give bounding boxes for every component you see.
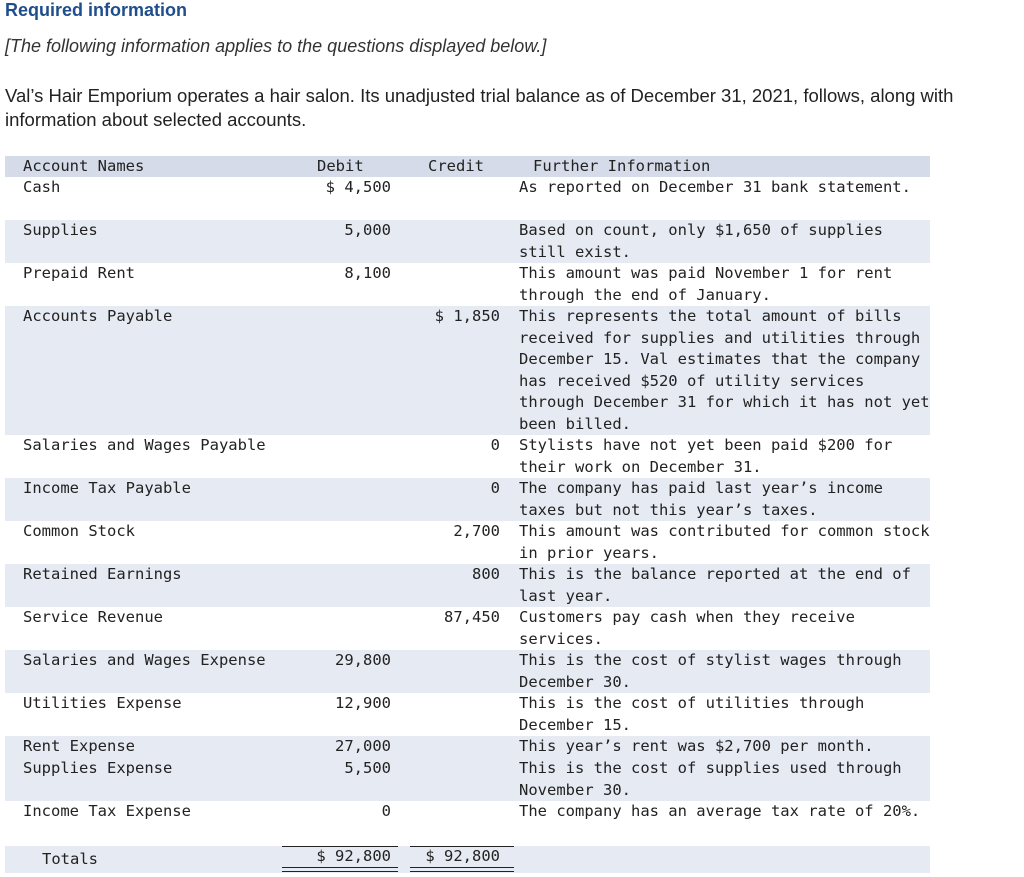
debit-double-underline [282, 867, 398, 872]
further-information: The company has an average tax rate of 20%. [519, 802, 921, 820]
further-information: This amount was paid November 1 for rent through the end of January. [519, 264, 893, 304]
further-information: The company has paid last year’s income taxes but not this year’s taxes. [519, 479, 883, 519]
table-row [5, 564, 930, 607]
table-row [5, 801, 930, 844]
account-name: Salaries and Wages Expense [23, 651, 266, 669]
account-name: Retained Earnings [23, 565, 182, 583]
table-header-row [5, 156, 930, 177]
table-row [5, 435, 930, 478]
account-name: Supplies [23, 221, 98, 239]
further-information: Based on count, only $1,650 of supplies still exist. [519, 221, 883, 261]
totals-label: Totals [42, 850, 98, 868]
table-row [5, 607, 930, 650]
problem-description: Val’s Hair Emporium operates a hair salon. Its unadjusted trial balance as of December 31, 2021, follows, along with information about selected accounts. [5, 85, 954, 130]
header-account-names: Account Names [23, 157, 145, 175]
debit-total-rule [282, 846, 398, 847]
debit-amount: $ 4,500 [325, 178, 391, 196]
table-row [5, 263, 930, 306]
total-credit: $ 92,800 [425, 847, 500, 865]
further-information: This is the balance reported at the end of last year. [519, 565, 911, 605]
header-further-information: Further Information [533, 157, 711, 175]
further-information: Stylists have not yet been paid $200 for their work on December 31. [519, 436, 893, 476]
account-name: Utilities Expense [23, 694, 182, 712]
account-name: Supplies Expense [23, 759, 173, 777]
credit-amount: 0 [490, 479, 500, 497]
account-name: Cash [23, 178, 61, 196]
credit-amount: 2,700 [453, 522, 500, 540]
further-information: This year’s rent was $2,700 per month. [519, 737, 874, 755]
credit-amount: 87,450 [444, 608, 500, 626]
account-name: Income Tax Expense [23, 802, 191, 820]
account-name: Salaries and Wages Payable [23, 436, 266, 454]
account-name: Rent Expense [23, 737, 135, 755]
account-name: Common Stock [23, 522, 135, 540]
credit-amount: 800 [472, 565, 500, 583]
total-debit: $ 92,800 [316, 847, 391, 865]
debit-amount: 27,000 [335, 737, 391, 755]
table-row [5, 306, 930, 435]
credit-amount: $ 1,850 [434, 307, 500, 325]
debit-amount: 12,900 [335, 694, 391, 712]
header-credit: Credit [428, 157, 484, 175]
table-row [5, 693, 930, 736]
credit-amount: 0 [490, 436, 500, 454]
table-row [5, 177, 930, 220]
debit-amount: 29,800 [335, 651, 391, 669]
table-row [5, 758, 930, 801]
further-information: This amount was contributed for common stock in prior years. [519, 522, 930, 562]
required-information-title: Required information [5, 0, 188, 20]
instruction-note: [The following information applies to the questions displayed below.] [5, 36, 547, 56]
account-name: Accounts Payable [23, 307, 173, 325]
table-row [5, 220, 930, 263]
table-row [5, 478, 930, 521]
debit-amount: 5,000 [344, 221, 391, 239]
debit-amount: 5,500 [344, 759, 391, 777]
table-row [5, 650, 930, 693]
further-information: Customers pay cash when they receive services. [519, 608, 855, 648]
further-information: This is the cost of stylist wages through December 30. [519, 651, 902, 691]
account-name: Service Revenue [23, 608, 163, 626]
further-information: As reported on December 31 bank statement. [519, 178, 911, 196]
further-information: This is the cost of utilities through December 15. [519, 694, 865, 734]
table-row [5, 736, 930, 758]
credit-double-underline [410, 867, 514, 872]
credit-total-rule [410, 846, 514, 847]
debit-amount: 0 [381, 802, 391, 820]
account-name: Prepaid Rent [23, 264, 135, 282]
account-name: Income Tax Payable [23, 479, 191, 497]
further-information: This represents the total amount of bills received for supplies and utilities through December 15. Val estimates that the company has received $520 of utility services through December 31 for which it has not yet been billed. [519, 307, 930, 433]
table-row [5, 521, 930, 564]
debit-amount: 8,100 [344, 264, 391, 282]
further-information: This is the cost of supplies used through November 30. [519, 759, 902, 799]
header-debit: Debit [317, 157, 364, 175]
